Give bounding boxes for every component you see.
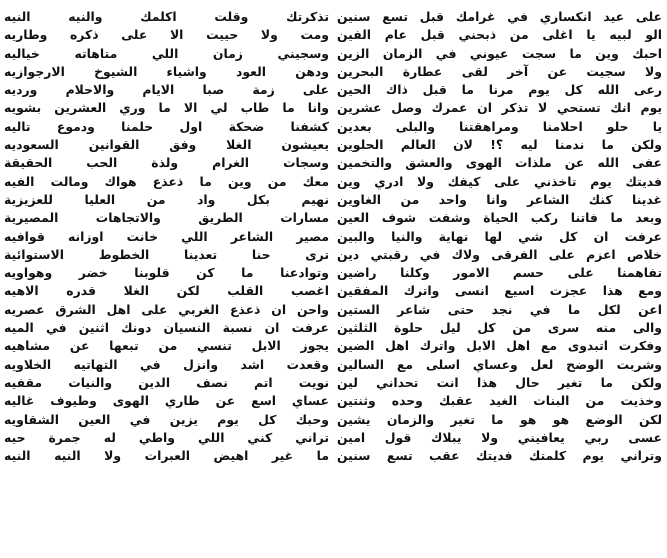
poem-line: عساي اسع عن طاري الهوى وطيوف غاليه	[4, 393, 329, 409]
poem-line: كشفنا ضحكة اول حلمنا ودموع تاليه	[4, 118, 329, 134]
poem-line: وتراني يوم كلمتك فديتك عقب تسع سنين	[337, 448, 662, 464]
poem-line: ترى حنا تعدينا الخطوط الاستوائية	[4, 246, 329, 262]
poem-line: ما غير اهيض العبرات ولا النيه النيه	[4, 448, 329, 464]
poem-line: ولكن ما تغير حال هذا انت تحداني لين	[337, 374, 662, 390]
poem-line: رعى الله كل يوم مرنا ما قبل ذاك الحين	[337, 82, 662, 98]
poem-line: على عيد انكساري في غرامك قبل تسع سنين	[337, 9, 662, 24]
poem-line: ومع هذا عجزت اسيع انسى واترك المفقين	[337, 283, 662, 299]
poem-line: ولا سجيت عن آخر لقى عطارة البحرين	[337, 63, 662, 79]
poem-line: وخذيت من البنات الغيد عقبك وحده وثنتين	[337, 393, 662, 409]
poem-line: يجوز الابل تنسي من تبعها عن مشاهيه	[4, 338, 329, 354]
poem-line: واحن ان ذعذع الغربي على اهل الشرق عصريه	[4, 301, 329, 317]
poem-line: الو لبيه يا اغلى من ذبحني قبل عام الفين	[337, 27, 662, 43]
poem-line: ومت ولا حييت الا على ذكره وطاريه	[4, 27, 329, 43]
poem-line: خلاص اعزم على الفرقى ولاك في رقبتي دين	[337, 246, 662, 262]
poem-line: اعن لكل ما في نجد حتى شاعر الستين	[337, 301, 662, 317]
poem-line: وفكرت اتبدوى مع اهل الابل واترك اهل الضين	[337, 338, 662, 354]
poem-line: تفاهمنا على حسم الامور وكلنا راضين	[337, 265, 662, 281]
poem-line: وتوادعنا ما كن قلوبنا خضر وهواويه	[4, 265, 329, 281]
poem-line: يوم انك تستحي لا تذكر ان عمرك وصل عشرين	[337, 100, 662, 116]
poem-line: مسارات الطريق والاتجاهات المصيرية	[4, 210, 329, 226]
poem-line: وانا ما طاب لي الا ما وري العشرين بشويه	[4, 100, 329, 116]
poem-line: ودهن العود واشياء الشيوخ الارجوازيه	[4, 63, 329, 79]
poem-line: يعيشون الغلا وفق القوانين السعوديه	[4, 137, 329, 153]
poem-line: ولكن ما ندمنا ليه ؟! لان العالم الحلوين	[337, 137, 662, 153]
poem-line: اغصب القلب لكن الغلا قدره الاهيه	[4, 283, 329, 299]
poem-line: فديتك يوم تاخذني على كيفك ولا ادري وين	[337, 173, 662, 189]
poem-line: نهيم بكل واد من العليا للعزيزية	[4, 191, 329, 207]
poem-line: وسجيني زمان اللي متاهاته خياليه	[4, 45, 329, 61]
poem-line: تراني كني اللي واطي له جمرة حيه	[4, 429, 329, 445]
poem-line: نويت اتم نصف الدين والنيات مقفيه	[4, 374, 329, 390]
poem-line: عفى الله عن ملذات الهوى والعشق والتخمين	[337, 155, 662, 171]
poem-line: عرفت ان نسبة النسيان دونك اثنين في الميه	[4, 320, 329, 336]
poem-line: وشربت الوضح لعل وعساي اسلى مع السالين	[337, 356, 662, 372]
poem-column-left	[4, 8, 329, 465]
poem-line: والى منه سرى من كل ليل حلوة الثلثين	[337, 320, 662, 336]
poem-line: احبك وين ما سجت عيوني في الزمان الزين	[337, 45, 662, 61]
poem-line: وبعد ما فاتنا ركب الحياة وشفت شوف العين	[337, 210, 662, 226]
poem-line: وسجات الغرام ولذة الحب الحقيقة	[4, 155, 329, 171]
poem-line: غدينا كنك الشاعر وانا واحد من الغاوين	[337, 191, 662, 207]
poem-line: لكن الوضع هو هو ما تغير والزمان يشين	[337, 411, 662, 427]
poem-line: على زمة صبا الايام والاحلام ورديه	[4, 82, 329, 98]
poem-line: عرفت ان كل شي لها نهاية والنيا والبين	[337, 228, 662, 244]
poem-line: يا حلو احلامنا ومراهقتنا والبلى بعدين	[337, 118, 662, 134]
poem-line: معك من وين ما ذعذع هواك ومالت الفيه	[4, 173, 329, 189]
poem-line: مصير الشاعر اللي خانت اوزانه قوافيه	[4, 228, 329, 244]
poem-line: وقعدت اشد وانزل في التهاتيه الخلاويه	[4, 356, 329, 372]
poem-line: وحبك كل يوم يزين في العين الشقاويه	[4, 411, 329, 427]
poem-line: عسى ربي يعافيني ولا يبلاك قول امين	[337, 429, 662, 445]
poem-line: تذكرتك وقلت اكلمك والنيه النيه	[4, 9, 329, 24]
poem-column-right	[337, 8, 662, 465]
